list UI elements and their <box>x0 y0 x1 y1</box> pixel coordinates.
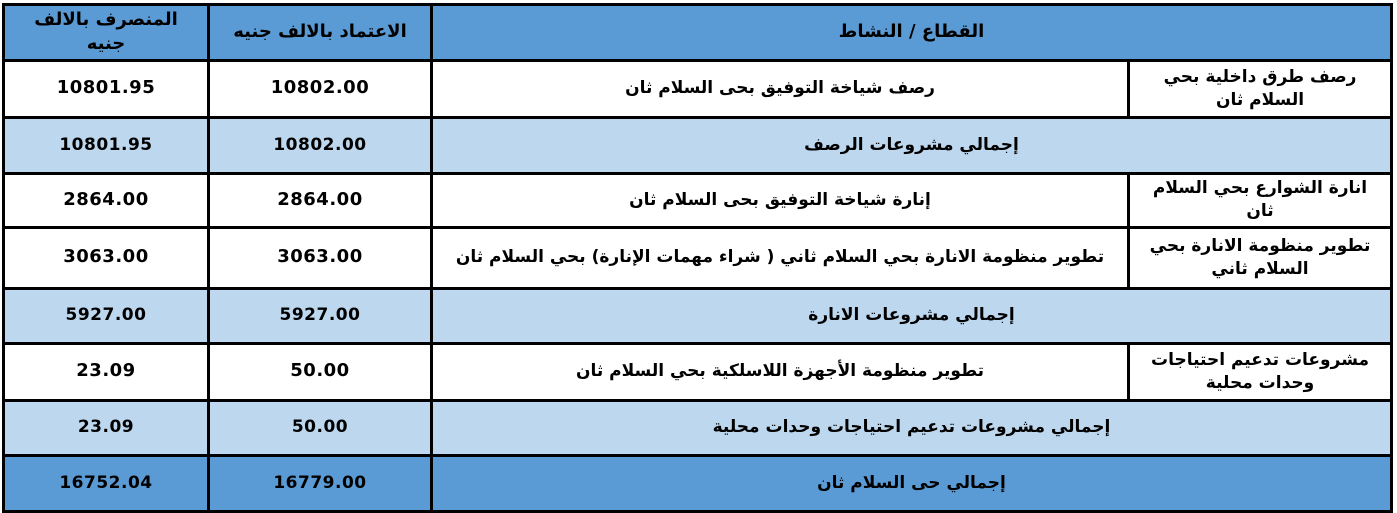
sector-cell: رصف طرق داخلية بحي السلام ثان <box>1129 60 1392 117</box>
sector-cell: انارة الشوارع بحي السلام ثان <box>1129 173 1392 227</box>
activity-cell: تطوير منظومة الأجهزة اللاسلكية بحي السلام ثان <box>431 343 1128 400</box>
credit-cell: 3063.00 <box>208 227 431 288</box>
subtotal-label: إجمالي مشروعات تدعيم احتياجات وحدات محلية <box>431 400 1391 455</box>
sector-cell: تطوير منظومة الانارة بحي السلام ثاني <box>1129 227 1392 288</box>
table-row-paving <box>3 60 1391 117</box>
budget-table <box>2 3 1393 513</box>
spent-cell: 10801.95 <box>3 117 208 173</box>
table-row-wireless-devices <box>3 343 1391 400</box>
credit-cell: 50.00 <box>208 400 431 455</box>
subtotal-row-lighting <box>3 288 1391 343</box>
header-spent: المنصرف بالالف جنيه <box>3 5 208 61</box>
header-sector-activity: القطاع / النشاط <box>431 5 1391 61</box>
credit-cell: 50.00 <box>208 343 431 400</box>
subtotal-label: إجمالي مشروعات الرصف <box>431 117 1391 173</box>
spent-cell: 10801.95 <box>3 60 208 117</box>
table-row-lighting-system <box>3 227 1391 288</box>
spent-cell: 16752.04 <box>3 455 208 511</box>
activity-cell: إنارة شياخة التوفيق بحى السلام ثان <box>431 173 1128 227</box>
spent-cell: 23.09 <box>3 400 208 455</box>
credit-cell: 10802.00 <box>208 60 431 117</box>
subtotal-row-local-units <box>3 400 1391 455</box>
spent-cell: 2864.00 <box>3 173 208 227</box>
spent-cell: 5927.00 <box>3 288 208 343</box>
spent-cell: 23.09 <box>3 343 208 400</box>
credit-cell: 16779.00 <box>208 455 431 511</box>
subtotal-label: إجمالي مشروعات الانارة <box>431 288 1391 343</box>
table-header-row <box>3 5 1391 61</box>
grand-total-label: إجمالي حى السلام ثان <box>431 455 1391 511</box>
activity-cell: رصف شياخة التوفيق بحى السلام ثان <box>431 60 1128 117</box>
subtotal-row-paving <box>3 117 1391 173</box>
sector-cell: مشروعات تدعيم احتياجات وحدات محلية <box>1129 343 1392 400</box>
credit-cell: 10802.00 <box>208 117 431 173</box>
credit-cell: 2864.00 <box>208 173 431 227</box>
credit-cell: 5927.00 <box>208 288 431 343</box>
table-row-street-lighting <box>3 173 1391 227</box>
header-credit: الاعتماد بالالف جنيه <box>208 5 431 61</box>
spent-cell: 3063.00 <box>3 227 208 288</box>
activity-cell: تطوير منظومة الانارة بحي السلام ثاني ( شراء مهمات الإنارة) بحي السلام ثان <box>431 227 1128 288</box>
grand-total-row <box>3 455 1391 511</box>
